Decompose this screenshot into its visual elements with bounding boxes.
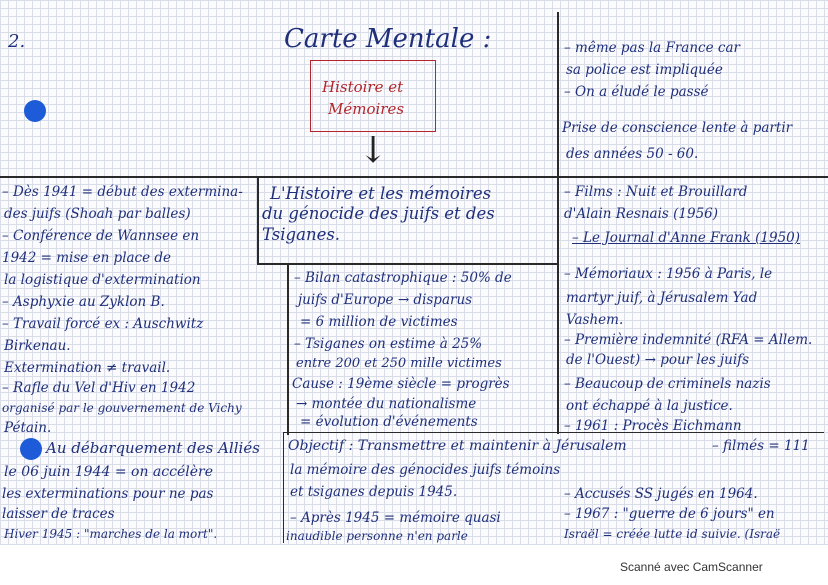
objectif-line: la mémoire des génocides juifs témoins (290, 462, 561, 478)
objectif-line: – Après 1945 = mémoire quasi (290, 510, 501, 526)
right-note-line: – filmés = 111 (712, 438, 810, 454)
subtitle-box (310, 60, 436, 132)
middle-note-line: = 6 million de victimes (300, 314, 458, 330)
scanner-watermark: Scanné avec CamScanner (620, 560, 763, 574)
middle-note-line: – Tsiganes on estime à 25% (294, 336, 483, 352)
top-right-line: Prise de conscience lente à partir (562, 120, 793, 136)
center-box-bottom (257, 263, 557, 265)
center-topic-line-1: L'Histoire et les mémoires (270, 184, 492, 203)
middle-note-line: = évolution d'événements (300, 414, 478, 430)
left-bottom-line: les exterminations pour ne pas (2, 486, 214, 502)
page-title: Carte Mentale : (284, 24, 492, 54)
right-note-line: – 1961 : Procès Eichmann (564, 418, 742, 434)
left-bottom-line: Au débarquement des Alliés (46, 439, 260, 457)
left-note-line: – Conférence de Wannsee en (2, 228, 200, 244)
left-note-line: – Asphyxie au Zyklon B. (2, 294, 165, 310)
right-note-line: martyr juif, à Jérusalem Yad (566, 290, 758, 306)
subtitle-line-2: Mémoires (328, 100, 405, 118)
binder-hole-top (24, 100, 46, 122)
objectif-line: inaudible personne n'en parle (286, 529, 468, 543)
right-note-line: de l'Ouest) → pour les juifs (566, 352, 750, 368)
left-note-line: – Dès 1941 = début des extermina- (2, 184, 243, 200)
films-line: – Films : Nuit et Brouillard (564, 184, 748, 200)
left-bottom-line: le 06 juin 1944 = on accélère (4, 464, 213, 480)
left-note-line: des juifs (Shoah par balles) (4, 206, 191, 222)
center-right-divider (557, 176, 559, 434)
down-arrow-icon: ↓ (358, 130, 389, 171)
subtitle-line-1: Histoire et (322, 78, 404, 96)
objectif-line: et tsiganes depuis 1945. (290, 484, 458, 500)
right-note-line: Vashem. (566, 312, 624, 328)
right-note-line: – Accusés SS jugés en 1964. (564, 486, 758, 502)
center-topic-line-2: du génocide des juifs et des (262, 204, 495, 223)
objectif-line: Objectif : Transmettre et maintenir à Jérusalem (288, 438, 627, 454)
top-right-line: sa police est impliquée (566, 62, 723, 78)
middle-note-line: – Bilan catastrophique : 50% de (294, 270, 512, 286)
top-right-divider (557, 12, 559, 177)
right-note-line: – Mémoriaux : 1956 à Paris, le (564, 266, 773, 282)
left-note-line: – Rafle du Vel d'Hiv en 1942 (2, 380, 196, 396)
left-note-line: 1942 = mise en place de (2, 250, 172, 266)
right-note-line: – Beaucoup de criminels nazis (564, 376, 771, 392)
middle-note-line: entre 200 et 250 mille victimes (296, 356, 502, 371)
middle-note-line: juifs d'Europe → disparus (298, 292, 473, 308)
center-left-divider (257, 176, 259, 264)
middle-note-line: → montée du nationalisme (296, 396, 477, 412)
upper-horizontal-rule (0, 176, 828, 178)
left-note-line: – Travail forcé ex : Auschwitz (2, 316, 204, 332)
right-note-line: – Première indemnité (RFA = Allem. (564, 332, 813, 348)
left-note-line: organisé par le gouvernement de Vichy (2, 401, 242, 415)
top-right-line: des années 50 - 60. (566, 146, 699, 162)
right-note-line: Israël = créée lutte id suivie. (Israë (564, 527, 781, 541)
films-line: – Le Journal d'Anne Frank (1950) (572, 230, 801, 246)
center-topic-line-3: Tsiganes. (262, 225, 341, 244)
left-note-line: Pétain. (4, 420, 52, 436)
binder-hole-bottom (20, 438, 42, 460)
top-right-line: – même pas la France car (564, 40, 740, 56)
left-note-line: la logistique d'extermination (4, 272, 201, 288)
page-number: 2. (8, 31, 26, 52)
left-note-line: Birkenau. (4, 338, 71, 354)
right-note-line: – 1967 : "guerre de 6 jours" en (564, 506, 775, 522)
middle-note-line: Cause : 19ème siècle = progrès (292, 376, 510, 392)
left-bottom-line: laisser de traces (2, 506, 115, 522)
top-right-line: – On a éludé le passé (564, 84, 709, 100)
middle-left-divider (287, 263, 289, 435)
right-note-line: ont échappé à la justice. (566, 398, 733, 414)
films-line: d'Alain Resnais (1956) (564, 206, 719, 222)
left-note-line: Extermination ≠ travail. (4, 360, 171, 376)
left-bottom-line: Hiver 1945 : "marches de la mort". (4, 527, 218, 541)
